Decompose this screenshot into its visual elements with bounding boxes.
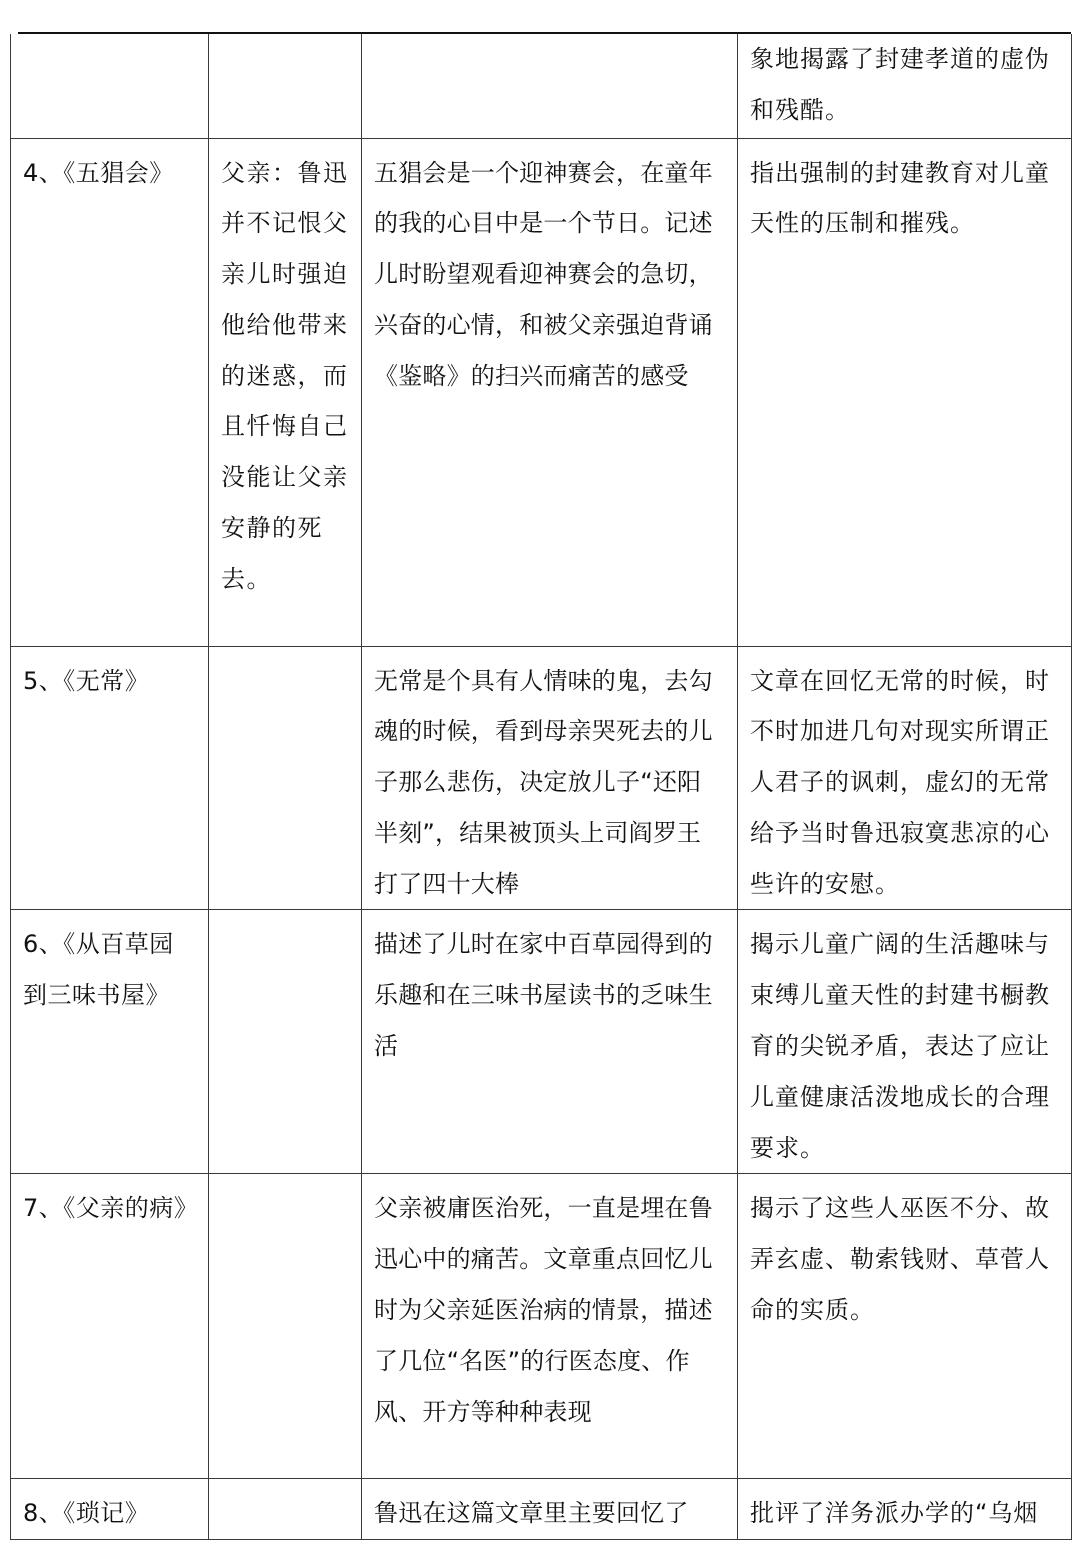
table-row [11,910,1072,1174]
table-row [11,1174,1072,1479]
summary-cell: 父亲被庸医治死，一直是埋在鲁迅心中的痛苦。文章重点回忆儿时为父亲延医治病的情景，描述了几位“名医”的行医态度、作风、开方等种种表现 [362,1174,738,1479]
character-cell [209,646,362,910]
character-cell [209,1479,362,1540]
theme-cell: 揭示了这些人巫医不分、故弄玄虚、勒索钱财、草菅人命的实质。 [738,1174,1072,1479]
table-row [11,138,1072,646]
summary-cell: 五猖会是一个迎神赛会，在童年的我的心目中是一个节日。记述儿时盼望观看迎神赛会的急切，兴奋的心情，和被父亲强迫背诵《鉴略》的扫兴而痛苦的感受 [362,138,738,646]
theme-cell: 文章在回忆无常的时候，时不时加进几句对现实所谓正人君子的讽刺，虚幻的无常给予当时鲁迅寂寞悲凉的心些许的安慰。 [738,646,1072,910]
theme-cell: 指出强制的封建教育对儿童天性的压制和摧残。 [738,138,1072,646]
summary-cell: 鲁迅在这篇文章里主要回忆了 [362,1479,738,1540]
summary-cell: 描述了儿时在家中百草园得到的乐趣和在三味书屋读书的乏味生活 [362,910,738,1174]
essay-title-cell: 7、《父亲的病》 [11,1174,209,1479]
essay-summary-table [10,34,1072,1540]
essay-title-cell: 5、《无常》 [11,646,209,910]
character-cell: 父亲：鲁迅并不记恨父亲儿时强迫他给他带来的迷惑，而且忏悔自己没能让父亲安静的死去。 [209,138,362,646]
essay-title-cell [11,34,209,138]
summary-cell: 无常是个具有人情味的鬼，去勾魂的时候，看到母亲哭死去的儿子那么悲伤，决定放儿子“还阳半刻”，结果被顶头上司阎罗王打了四十大棒 [362,646,738,910]
theme-cell: 象地揭露了封建孝道的虚伪和残酷。 [738,34,1072,138]
essay-title-cell: 4、《五猖会》 [11,138,209,646]
essay-title-cell: 8、《琐记》 [11,1479,209,1540]
character-cell [209,34,362,138]
character-cell [209,910,362,1174]
essay-title-cell: 6、《从百草园到三味书屋》 [11,910,209,1174]
character-cell [209,1174,362,1479]
table-row [11,646,1072,910]
summary-cell [362,34,738,138]
theme-cell: 批评了洋务派办学的“乌烟 [738,1479,1072,1540]
theme-cell: 揭示儿童广阔的生活趣味与束缚儿童天性的封建书橱教育的尖锐矛盾，表达了应让儿童健康活泼地成长的合理要求。 [738,910,1072,1174]
table-row [11,1479,1072,1540]
table-row [11,34,1072,138]
